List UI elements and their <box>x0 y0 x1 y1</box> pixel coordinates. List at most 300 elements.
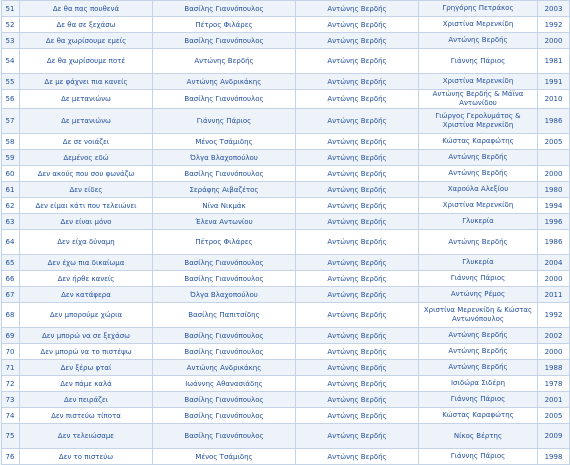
cell-lyricist-text: Έλενα Αντωνίου <box>195 217 253 226</box>
cell-lyricist <box>153 303 296 328</box>
cell-lyricist <box>153 166 296 182</box>
cell-number <box>2 214 20 230</box>
cell-number-text: 59 <box>5 153 15 162</box>
cell-song-title-text: Δεν μπορώ να σε ξεχάσω <box>41 331 131 340</box>
cell-year-text: 1998 <box>544 452 563 461</box>
cell-composer-text: Αντώνης Βερδής <box>327 201 387 210</box>
cell-singer-text: Ισιδώρα Σιδέρη <box>450 379 506 387</box>
cell-song-title-text: Δε μετανιώνω <box>61 95 111 103</box>
cell-singer-text: Γλυκερία <box>462 217 494 225</box>
cell-song-title <box>20 408 153 424</box>
cell-composer <box>296 255 419 271</box>
cell-number <box>2 150 20 166</box>
table-row <box>2 109 570 134</box>
table-row <box>2 182 570 198</box>
table-row <box>2 134 570 150</box>
cell-song-title-text: Δεν είχα δύναμη <box>57 238 115 246</box>
cell-lyricist-text: Ιωάννης Αθανασιάδης <box>185 379 263 388</box>
cell-song-title-text: Δεν ακούς που σου φωνάζω <box>37 169 135 178</box>
cell-year-text: 1981 <box>544 57 563 65</box>
cell-year-text: 2004 <box>544 258 563 267</box>
cell-lyricist <box>153 74 296 90</box>
cell-composer <box>296 134 419 150</box>
cell-composer <box>296 271 419 287</box>
cell-number-text: 66 <box>5 274 15 283</box>
cell-lyricist <box>153 150 296 166</box>
cell-song-title <box>20 182 153 198</box>
cell-composer-text: Αντώνης Βερδής <box>327 95 387 103</box>
cell-year <box>538 166 570 182</box>
cell-song-title-text: Δεν κατάφερα <box>61 290 111 299</box>
cell-year-text: 1996 <box>544 217 563 226</box>
cell-composer-text: Αντώνης Βερδής <box>327 311 387 319</box>
cell-song-title-text: Δεν ήρθε κανείς <box>57 274 115 283</box>
cell-composer-text: Αντώνης Βερδής <box>327 347 387 356</box>
cell-number-text: 69 <box>5 331 15 340</box>
cell-lyricist-text: Βασίλης Γιαννόπουλος <box>184 395 264 404</box>
cell-song-title-text: Δε θα χωρίσουμε ποτέ <box>46 57 126 65</box>
cell-singer-text: Αντώνης Βερδής <box>448 153 508 161</box>
cell-number <box>2 1 20 17</box>
cell-song-title-text: Δεμένος εδώ <box>63 153 109 162</box>
cell-lyricist <box>153 109 296 134</box>
cell-singer-text: Γιώργος Γερολυμάτος & Χριστίνα Μερενκίδη <box>435 112 521 129</box>
cell-singer-text: Αντώνης Ρέμος <box>450 290 506 298</box>
table-row <box>2 376 570 392</box>
cell-lyricist-text: Αντώνης Ανδρικάκης <box>186 363 262 372</box>
cell-song-title-text: Δεν μπορούμε χώρια <box>49 311 123 319</box>
cell-year-text: 1986 <box>544 117 563 125</box>
cell-year <box>538 360 570 376</box>
cell-lyricist-text: Πέτρος Φιλάρες <box>195 238 253 246</box>
cell-number <box>2 230 20 255</box>
cell-song-title <box>20 344 153 360</box>
cell-year-text: 2001 <box>544 395 563 404</box>
cell-year <box>538 392 570 408</box>
cell-song-title <box>20 166 153 182</box>
cell-lyricist <box>153 255 296 271</box>
cell-number <box>2 198 20 214</box>
table-row <box>2 449 570 465</box>
cell-number-text: 72 <box>5 379 15 388</box>
cell-composer <box>296 17 419 33</box>
table-row <box>2 198 570 214</box>
cell-composer-text: Αντώνης Βερδής <box>327 217 387 226</box>
cell-composer <box>296 150 419 166</box>
table-row <box>2 90 570 109</box>
songs-table-body <box>2 1 570 465</box>
cell-song-title <box>20 90 153 109</box>
cell-lyricist-text: Μένος Τσάμιδης <box>195 452 253 461</box>
cell-number <box>2 376 20 392</box>
cell-song-title-text: Δε με φάχνει πια κανείς <box>44 77 128 86</box>
table-row <box>2 360 570 376</box>
cell-number-text: 54 <box>5 57 15 65</box>
cell-lyricist <box>153 198 296 214</box>
cell-composer-text: Αντώνης Βερδής <box>327 153 387 162</box>
cell-number-text: 57 <box>5 117 15 125</box>
cell-singer <box>419 449 538 465</box>
cell-singer-text: Γιάννης Πάριος <box>450 452 506 460</box>
cell-composer <box>296 214 419 230</box>
cell-song-title <box>20 271 153 287</box>
cell-number-text: 52 <box>5 20 15 29</box>
cell-composer-text: Αντώνης Βερδής <box>327 363 387 372</box>
cell-year-text: 2003 <box>544 4 563 13</box>
cell-lyricist <box>153 449 296 465</box>
cell-lyricist-text: Βασίλης Γιαννόπουλος <box>184 4 264 13</box>
cell-singer-text: Αντώνης Βερδής & Μάϊνα Αντωνίδου <box>432 90 524 107</box>
table-row <box>2 214 570 230</box>
table-row <box>2 74 570 90</box>
cell-number <box>2 287 20 303</box>
cell-lyricist <box>153 230 296 255</box>
cell-lyricist-text: Βασίλης Γιαννόπουλος <box>184 347 264 356</box>
cell-lyricist <box>153 424 296 449</box>
cell-song-title-text: Δεν μπορώ να το πιστέψω <box>40 347 132 356</box>
cell-singer <box>419 424 538 449</box>
cell-singer <box>419 230 538 255</box>
cell-number-text: 67 <box>5 290 15 299</box>
cell-singer <box>419 49 538 74</box>
cell-song-title <box>20 109 153 134</box>
cell-song-title <box>20 255 153 271</box>
cell-number <box>2 74 20 90</box>
cell-number-text: 62 <box>5 201 15 210</box>
cell-number <box>2 109 20 134</box>
cell-song-title <box>20 360 153 376</box>
cell-composer <box>296 392 419 408</box>
cell-singer <box>419 134 538 150</box>
cell-singer-text: Αντώνης Βερδής <box>448 169 508 177</box>
cell-lyricist <box>153 49 296 74</box>
cell-year <box>538 17 570 33</box>
cell-singer-text: Κώστας Καραφώτης <box>442 137 514 145</box>
cell-composer <box>296 424 419 449</box>
cell-song-title <box>20 49 153 74</box>
cell-year <box>538 328 570 344</box>
cell-singer-text: Χριστίνα Μερενκίδη <box>442 20 514 28</box>
cell-lyricist-text: Βασίλης Γιαννόπουλος <box>184 331 264 340</box>
cell-lyricist-text: Βασίλης Γιαννόπουλος <box>184 258 264 267</box>
cell-number <box>2 449 20 465</box>
cell-composer <box>296 182 419 198</box>
cell-lyricist-text: Πέτρος Φιλάρες <box>195 20 253 29</box>
cell-song-title <box>20 328 153 344</box>
cell-number-text: 63 <box>5 217 15 226</box>
cell-singer-text: Χριστίνα Μερενκίδη <box>442 201 514 209</box>
cell-composer-text: Αντώνης Βερδής <box>327 117 387 125</box>
cell-number-text: 56 <box>5 95 15 103</box>
cell-lyricist <box>153 392 296 408</box>
cell-singer <box>419 90 538 109</box>
cell-composer <box>296 360 419 376</box>
cell-song-title-text: Δεν είμαι κάτι που τελειώνει <box>35 201 137 210</box>
cell-composer <box>296 287 419 303</box>
cell-number-text: 60 <box>5 169 15 178</box>
cell-number-text: 74 <box>5 411 15 420</box>
cell-song-title <box>20 287 153 303</box>
cell-number <box>2 303 20 328</box>
cell-composer <box>296 328 419 344</box>
cell-singer <box>419 255 538 271</box>
cell-number <box>2 90 20 109</box>
cell-singer-text: Χριστίνα Μερενκίδη <box>442 77 514 85</box>
cell-lyricist <box>153 134 296 150</box>
cell-lyricist-text: Βασίλης Γιαννόπουλος <box>184 169 264 178</box>
cell-song-title <box>20 134 153 150</box>
cell-composer-text: Αντώνης Βερδής <box>327 331 387 340</box>
cell-singer <box>419 328 538 344</box>
cell-song-title-text: Δε σε νοιάζει <box>62 137 110 146</box>
cell-number <box>2 408 20 424</box>
cell-song-title-text: Δεν πιστεύω τίποτα <box>51 411 121 420</box>
cell-year <box>538 150 570 166</box>
cell-singer-text: Γλυκερία <box>462 258 494 266</box>
cell-year <box>538 74 570 90</box>
cell-number-text: 58 <box>5 137 15 146</box>
cell-composer-text: Αντώνης Βερδής <box>327 432 387 440</box>
cell-number <box>2 182 20 198</box>
cell-year <box>538 408 570 424</box>
cell-year-text: 2000 <box>544 36 563 45</box>
cell-composer-text: Αντώνης Βερδής <box>327 290 387 299</box>
cell-number <box>2 255 20 271</box>
cell-lyricist-text: Βασίλης Γιαννόπουλος <box>184 274 264 283</box>
table-row <box>2 271 570 287</box>
cell-year <box>538 271 570 287</box>
cell-year-text: 2009 <box>544 432 563 440</box>
cell-singer <box>419 214 538 230</box>
cell-song-title-text: Δε μετανιώνω <box>61 117 111 125</box>
cell-composer <box>296 408 419 424</box>
cell-year-text: 1980 <box>544 185 563 194</box>
cell-lyricist <box>153 287 296 303</box>
cell-song-title-text: Δεν έχω πια δικαίωμα <box>47 258 125 267</box>
table-row <box>2 49 570 74</box>
cell-composer <box>296 166 419 182</box>
cell-lyricist-text: Μένος Τσάμιδης <box>195 137 253 146</box>
table-row <box>2 392 570 408</box>
cell-lyricist <box>153 376 296 392</box>
cell-singer <box>419 1 538 17</box>
cell-year <box>538 109 570 134</box>
cell-song-title <box>20 303 153 328</box>
cell-singer <box>419 109 538 134</box>
cell-lyricist-text: Αντώνης Ανδρικάκης <box>186 77 262 86</box>
cell-composer <box>296 1 419 17</box>
cell-lyricist <box>153 408 296 424</box>
cell-composer <box>296 230 419 255</box>
cell-number <box>2 392 20 408</box>
cell-composer <box>296 198 419 214</box>
cell-lyricist-text: Βασίλης Γιαννόπουλος <box>184 411 264 420</box>
cell-composer <box>296 74 419 90</box>
cell-song-title <box>20 74 153 90</box>
cell-year <box>538 134 570 150</box>
cell-composer-text: Αντώνης Βερδής <box>327 452 387 461</box>
cell-number <box>2 328 20 344</box>
cell-singer-text: Χαρούλα Αλεξίου <box>447 185 509 193</box>
cell-composer <box>296 49 419 74</box>
cell-composer <box>296 303 419 328</box>
cell-composer-text: Αντώνης Βερδής <box>327 379 387 388</box>
cell-song-title <box>20 1 153 17</box>
cell-year <box>538 376 570 392</box>
cell-composer-text: Αντώνης Βερδής <box>327 411 387 420</box>
cell-composer-text: Αντώνης Βερδής <box>327 185 387 194</box>
table-row <box>2 255 570 271</box>
table-row <box>2 328 570 344</box>
table-row <box>2 287 570 303</box>
cell-lyricist <box>153 328 296 344</box>
cell-composer <box>296 109 419 134</box>
cell-year-text: 2005 <box>544 411 563 420</box>
cell-song-title-text: Δεν είναι μόνο <box>60 217 112 226</box>
cell-singer <box>419 360 538 376</box>
cell-number-text: 55 <box>5 77 15 86</box>
cell-year <box>538 90 570 109</box>
table-row <box>2 166 570 182</box>
cell-year-text: 2002 <box>544 331 563 340</box>
cell-song-title-text: Δεν πάμε καλά <box>60 379 112 388</box>
cell-lyricist-text: Αντώνης Βερδής <box>194 57 254 65</box>
table-row <box>2 408 570 424</box>
cell-composer-text: Αντώνης Βερδής <box>327 274 387 283</box>
cell-composer-text: Αντώνης Βερδής <box>327 77 387 86</box>
songs-table <box>1 0 570 465</box>
table-row <box>2 303 570 328</box>
cell-lyricist-text: Όλγα Βλαχοπούλου <box>190 290 258 299</box>
cell-year-text: 2000 <box>544 274 563 283</box>
cell-year <box>538 255 570 271</box>
cell-number-text: 65 <box>5 258 15 267</box>
cell-year-text: 2000 <box>544 347 563 356</box>
cell-year <box>538 33 570 49</box>
cell-composer-text: Αντώνης Βερδής <box>327 169 387 178</box>
cell-composer <box>296 376 419 392</box>
table-row <box>2 1 570 17</box>
cell-number-text: 76 <box>5 452 15 461</box>
cell-song-title <box>20 392 153 408</box>
cell-singer <box>419 182 538 198</box>
cell-year-text: 2000 <box>544 169 563 178</box>
cell-composer-text: Αντώνης Βερδής <box>327 395 387 404</box>
cell-year-text: 1991 <box>544 77 563 86</box>
cell-composer-text: Αντώνης Βερδής <box>327 4 387 13</box>
cell-composer <box>296 449 419 465</box>
cell-composer-text: Αντώνης Βερδής <box>327 238 387 246</box>
cell-singer <box>419 303 538 328</box>
cell-song-title <box>20 33 153 49</box>
cell-lyricist <box>153 1 296 17</box>
cell-singer-text: Αντώνης Βερδής <box>448 237 508 246</box>
cell-singer-text: Κώστας Καραφώτης <box>442 411 514 419</box>
cell-number <box>2 166 20 182</box>
cell-year-text: 2005 <box>544 137 563 146</box>
cell-song-title <box>20 214 153 230</box>
cell-lyricist <box>153 17 296 33</box>
cell-lyricist <box>153 182 296 198</box>
cell-year <box>538 198 570 214</box>
cell-song-title <box>20 424 153 449</box>
cell-number-text: 75 <box>5 432 15 440</box>
cell-singer-text: Αντώνης Βερδής <box>448 36 508 44</box>
cell-singer <box>419 344 538 360</box>
cell-song-title-text: Δεν είδες <box>69 185 103 194</box>
cell-number <box>2 134 20 150</box>
cell-composer-text: Αντώνης Βερδής <box>327 258 387 267</box>
cell-composer-text: Αντώνης Βερδής <box>327 57 387 65</box>
cell-song-title <box>20 449 153 465</box>
cell-lyricist <box>153 90 296 109</box>
cell-singer-text: Αντώνης Βερδής <box>448 331 508 339</box>
cell-composer <box>296 344 419 360</box>
cell-lyricist-text: Βασίλης Παπιτσίδης <box>188 311 260 319</box>
cell-lyricist <box>153 344 296 360</box>
table-row <box>2 344 570 360</box>
cell-composer <box>296 33 419 49</box>
cell-year-text: 1992 <box>544 20 563 29</box>
cell-composer <box>296 90 419 109</box>
cell-lyricist <box>153 360 296 376</box>
cell-number <box>2 360 20 376</box>
cell-number <box>2 271 20 287</box>
cell-song-title <box>20 230 153 255</box>
cell-song-title <box>20 198 153 214</box>
cell-year-text: 2010 <box>544 95 563 103</box>
cell-song-title <box>20 376 153 392</box>
cell-singer-text: Γιάννης Πάριος <box>450 56 506 65</box>
cell-year-text: 1988 <box>544 363 563 372</box>
cell-number-text: 73 <box>5 395 15 404</box>
cell-lyricist-text: Γιάννης Πάριος <box>196 117 252 125</box>
cell-lyricist-text: Νίνα Νικμάκ <box>202 201 246 210</box>
cell-lyricist-text: Βασίλης Γιαννόπουλος <box>184 95 264 103</box>
cell-singer-text: Αντώνης Βερδής <box>448 363 508 371</box>
cell-year-text: 2011 <box>544 290 563 299</box>
cell-year <box>538 214 570 230</box>
cell-singer-text: Γρηγόρης Πετράκος <box>442 4 514 12</box>
cell-year <box>538 182 570 198</box>
cell-song-title-text: Δε θα πας πουθενά <box>52 4 120 13</box>
cell-singer <box>419 376 538 392</box>
table-row <box>2 17 570 33</box>
cell-singer-text: Γιάννης Πάριος <box>450 274 506 282</box>
cell-number <box>2 17 20 33</box>
cell-number-text: 71 <box>5 363 15 372</box>
table-row <box>2 230 570 255</box>
cell-singer <box>419 166 538 182</box>
cell-year <box>538 230 570 255</box>
cell-number <box>2 424 20 449</box>
cell-number-text: 70 <box>5 347 15 356</box>
cell-song-title-text: Δεν πειράζει <box>63 395 109 404</box>
cell-year <box>538 1 570 17</box>
table-row <box>2 424 570 449</box>
cell-singer-text: Χριστίνα Μερενκίδη & Κώστας Αντωνόπουλος <box>423 306 533 323</box>
cell-year-text: 1978 <box>544 379 563 388</box>
cell-year <box>538 424 570 449</box>
cell-number-text: 51 <box>5 4 15 13</box>
cell-composer-text: Αντώνης Βερδής <box>327 36 387 45</box>
cell-number-text: 68 <box>5 311 15 319</box>
cell-number <box>2 49 20 74</box>
cell-singer-text: Αντώνης Βερδής <box>448 347 508 355</box>
cell-number-text: 53 <box>5 36 15 45</box>
cell-number-text: 64 <box>5 238 15 246</box>
cell-singer <box>419 287 538 303</box>
